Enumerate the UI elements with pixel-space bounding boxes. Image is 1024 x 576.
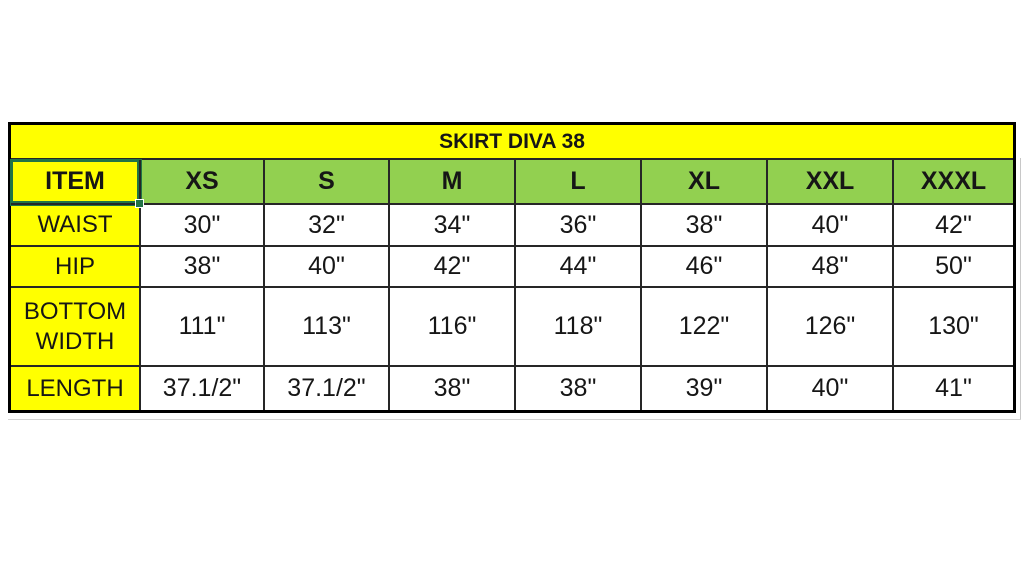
cell-waist-l[interactable]: 36" — [516, 205, 642, 247]
cell-hip-xs[interactable]: 38" — [141, 247, 265, 288]
cell-length-l[interactable]: 38" — [516, 367, 642, 410]
row-label-hip[interactable]: HIP — [11, 247, 141, 288]
cell-length-xxxl[interactable]: 41" — [894, 367, 1013, 410]
cell-waist-s[interactable]: 32" — [265, 205, 390, 247]
cell-waist-xxxl[interactable]: 42" — [894, 205, 1013, 247]
header-cell-xl[interactable]: XL — [642, 160, 768, 205]
row-label-length[interactable]: LENGTH — [11, 367, 141, 410]
cell-bottom-width-m[interactable]: 116" — [390, 288, 516, 367]
cell-length-xxl[interactable]: 40" — [768, 367, 894, 410]
size-chart-table — [8, 122, 1016, 413]
cell-waist-xxl[interactable]: 40" — [768, 205, 894, 247]
cell-bottom-width-xs[interactable]: 111" — [141, 288, 265, 367]
cell-waist-xl[interactable]: 38" — [642, 205, 768, 247]
sheet-gridline-right — [1020, 158, 1021, 420]
cell-bottom-width-xxxl[interactable]: 130" — [894, 288, 1013, 367]
cell-length-m[interactable]: 38" — [390, 367, 516, 410]
cell-waist-m[interactable]: 34" — [390, 205, 516, 247]
header-cell-l[interactable]: L — [516, 160, 642, 205]
cell-length-xs[interactable]: 37.1/2" — [141, 367, 265, 410]
header-cell-m[interactable]: M — [390, 160, 516, 205]
cell-hip-xl[interactable]: 46" — [642, 247, 768, 288]
row-label-bottom-width[interactable]: BOTTOM WIDTH — [11, 288, 141, 367]
table-title-cell[interactable]: SKIRT DIVA 38 — [11, 125, 1013, 160]
cell-waist-xs[interactable]: 30" — [141, 205, 265, 247]
selection-fill-handle[interactable] — [135, 199, 144, 208]
cell-bottom-width-l[interactable]: 118" — [516, 288, 642, 367]
header-cell-xxxl[interactable]: XXXL — [894, 160, 1013, 205]
cell-length-s[interactable]: 37.1/2" — [265, 367, 390, 410]
cell-hip-m[interactable]: 42" — [390, 247, 516, 288]
header-cell-s[interactable]: S — [265, 160, 390, 205]
header-cell-xxl[interactable]: XXL — [768, 160, 894, 205]
cell-length-xl[interactable]: 39" — [642, 367, 768, 410]
cell-hip-s[interactable]: 40" — [265, 247, 390, 288]
sheet-gridline-bottom — [8, 419, 1021, 420]
cell-bottom-width-xl[interactable]: 122" — [642, 288, 768, 367]
row-label-waist[interactable]: WAIST — [11, 205, 141, 247]
cell-bottom-width-s[interactable]: 113" — [265, 288, 390, 367]
cell-hip-xxl[interactable]: 48" — [768, 247, 894, 288]
header-cell-xs[interactable]: XS — [141, 160, 265, 205]
cell-bottom-width-xxl[interactable]: 126" — [768, 288, 894, 367]
cell-hip-xxxl[interactable]: 50" — [894, 247, 1013, 288]
header-cell-item[interactable]: ITEM — [11, 160, 141, 205]
cell-hip-l[interactable]: 44" — [516, 247, 642, 288]
